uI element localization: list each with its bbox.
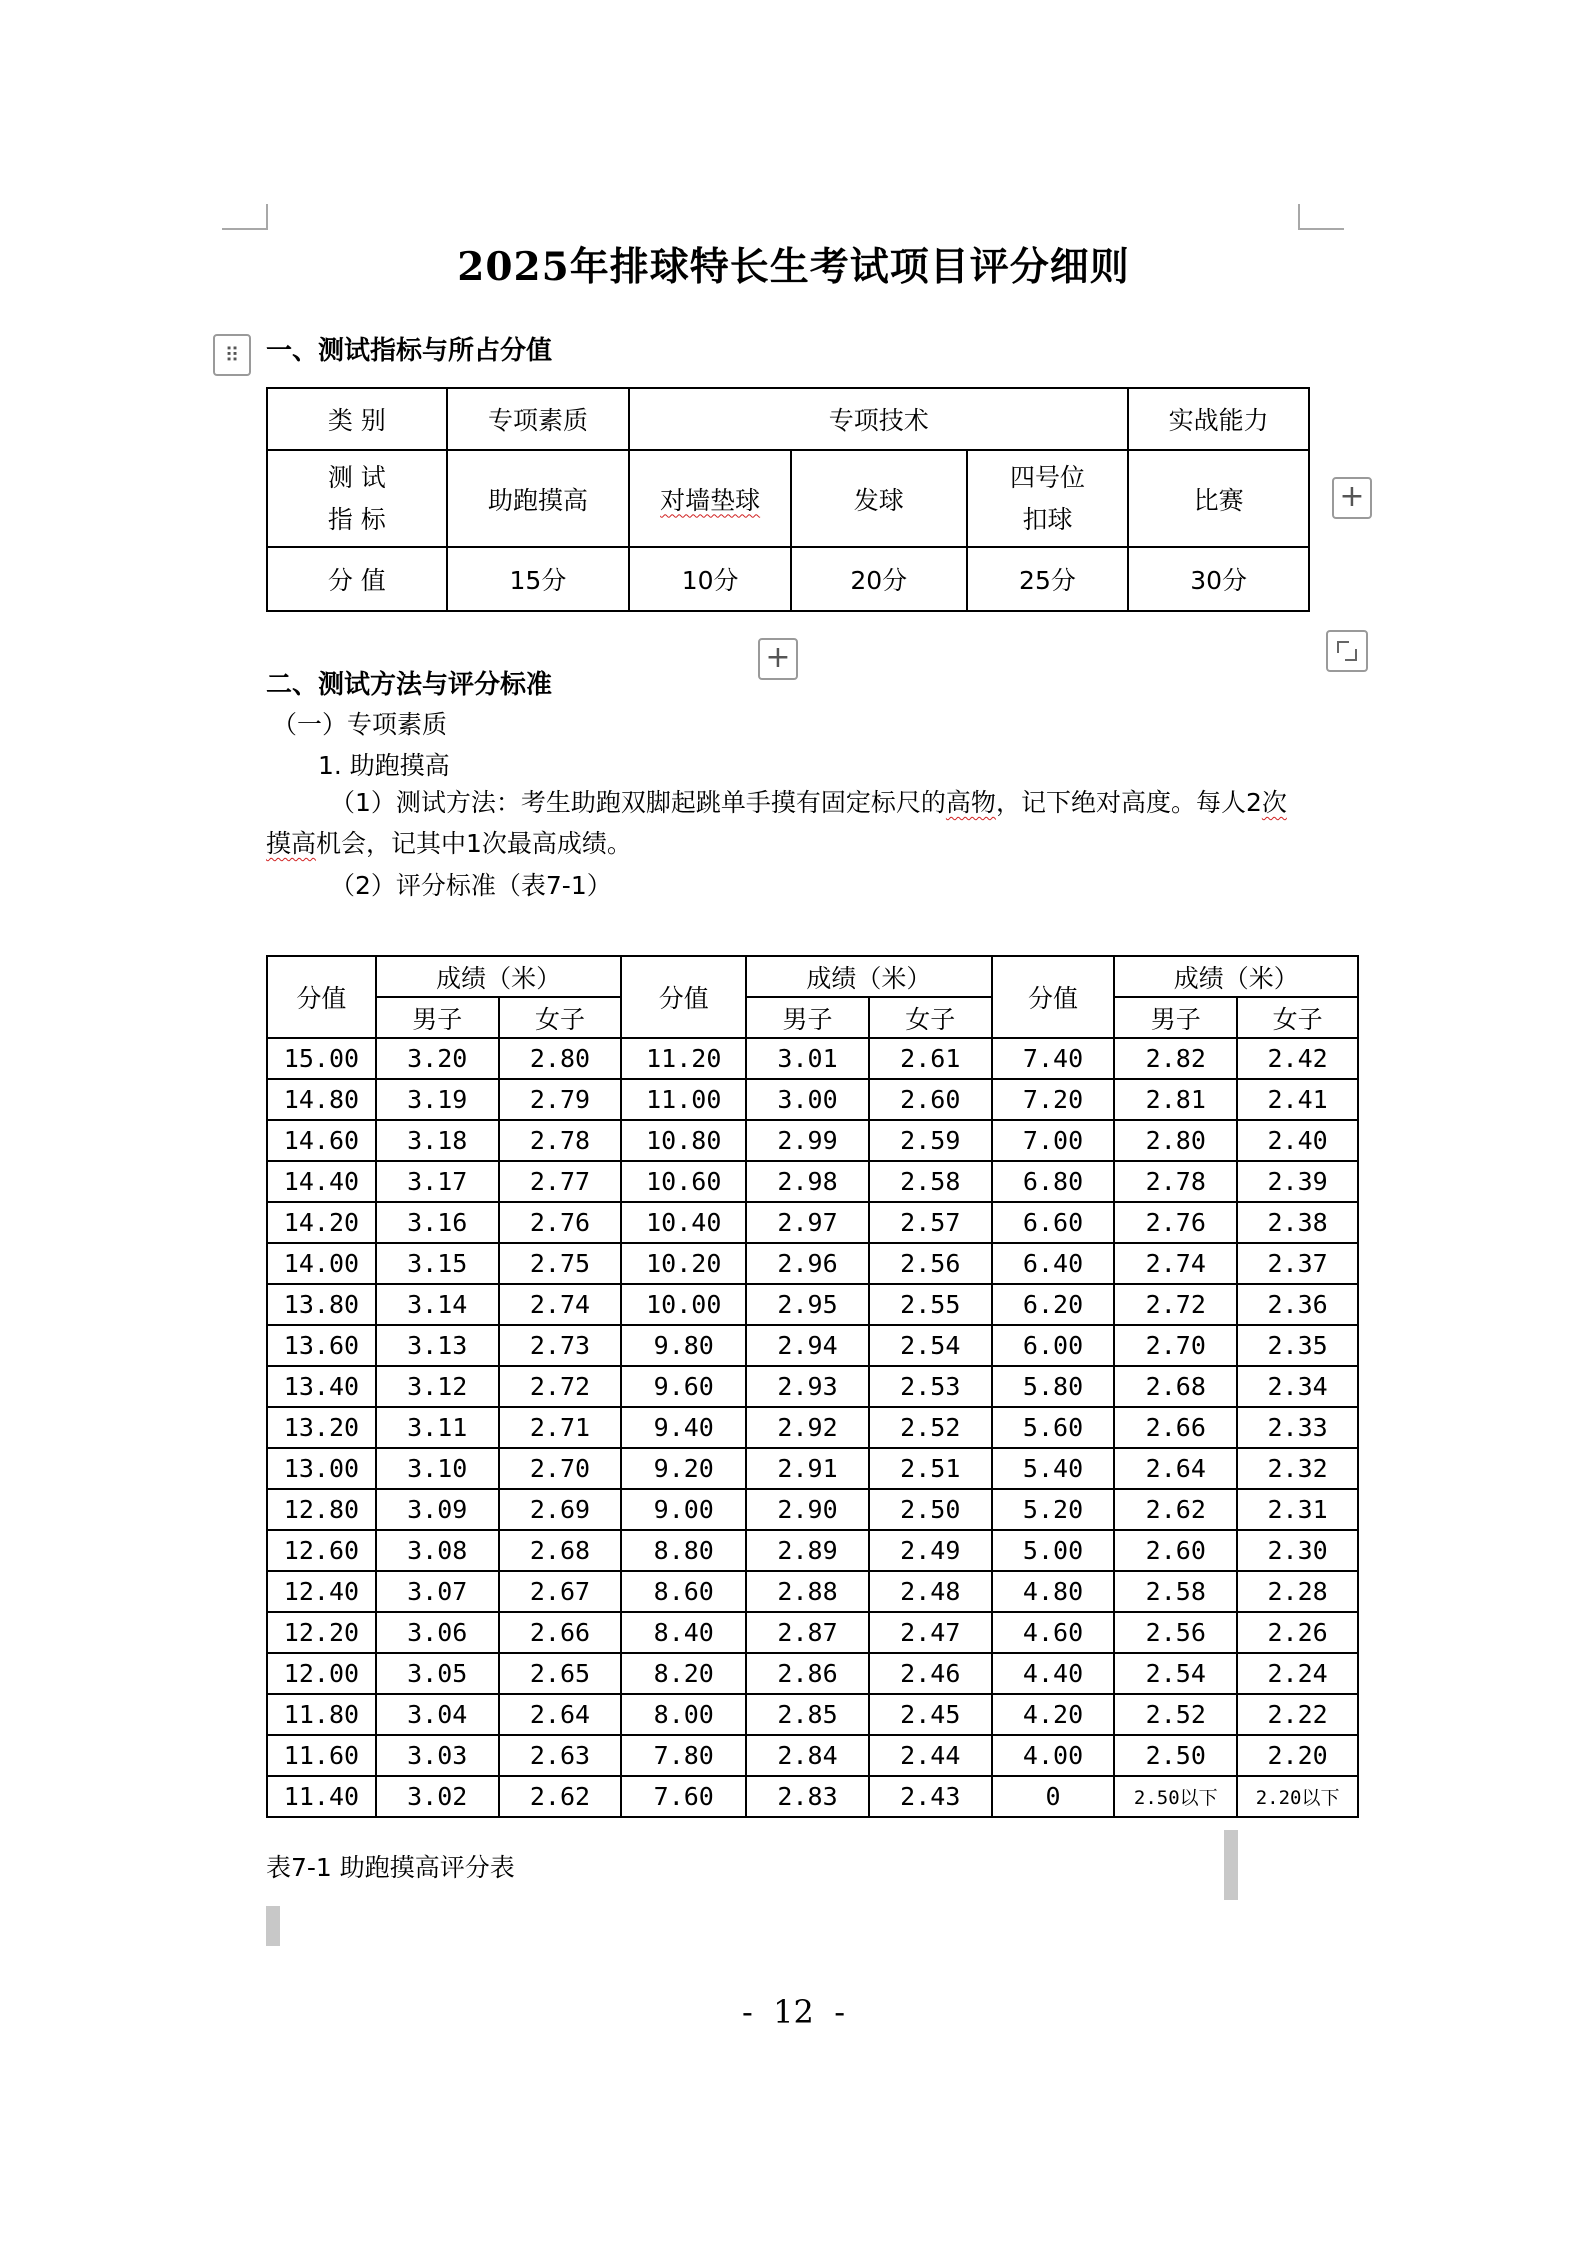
table-row bbox=[267, 1448, 1358, 1489]
table-cell: 专项素质 bbox=[447, 388, 630, 450]
spellcheck-flagged-text: 高物 bbox=[945, 788, 996, 817]
table-cell: 2.91 bbox=[746, 1448, 869, 1489]
table-cell: 2.90 bbox=[746, 1489, 869, 1530]
table-cell: 2.80 bbox=[1114, 1120, 1237, 1161]
table-cell: 15分 bbox=[447, 547, 630, 611]
table-row bbox=[267, 1407, 1358, 1448]
table-cell: 2.59 bbox=[869, 1120, 992, 1161]
table-cell: 3.07 bbox=[376, 1571, 499, 1612]
table-row bbox=[267, 1120, 1358, 1161]
table-cell: 2.71 bbox=[499, 1407, 622, 1448]
table-cell: 比赛 bbox=[1128, 450, 1309, 547]
table-cell: 9.00 bbox=[621, 1489, 746, 1530]
table-cell: 3.11 bbox=[376, 1407, 499, 1448]
header-score-cell: 分值 bbox=[992, 956, 1115, 1038]
table-cell: 10.60 bbox=[621, 1161, 746, 1202]
table-row bbox=[267, 1284, 1358, 1325]
table-cell: 8.00 bbox=[621, 1694, 746, 1735]
table-cell: 5.00 bbox=[992, 1530, 1115, 1571]
table-cell: 2.20 bbox=[1237, 1735, 1358, 1776]
table-cell: 2.78 bbox=[1114, 1161, 1237, 1202]
table-cell: 2.64 bbox=[1114, 1448, 1237, 1489]
table-cell: 2.92 bbox=[746, 1407, 869, 1448]
table-cell: 13.20 bbox=[267, 1407, 376, 1448]
table-cell: 发球 bbox=[791, 450, 967, 547]
table-cell: 30分 bbox=[1128, 547, 1309, 611]
table-cell: 14.60 bbox=[267, 1120, 376, 1161]
table-cell: 2.35 bbox=[1237, 1325, 1358, 1366]
table-cell: 10.20 bbox=[621, 1243, 746, 1284]
table-cell: 3.09 bbox=[376, 1489, 499, 1530]
table-cell: 12.40 bbox=[267, 1571, 376, 1612]
table-cell: 6.60 bbox=[992, 1202, 1115, 1243]
header-score-cell: 分值 bbox=[621, 956, 746, 1038]
table-cell: 3.17 bbox=[376, 1161, 499, 1202]
table-cell: 11.80 bbox=[267, 1694, 376, 1735]
table-cell: 3.18 bbox=[376, 1120, 499, 1161]
table-cell: 10分 bbox=[629, 547, 791, 611]
table-cell: 2.54 bbox=[1114, 1653, 1237, 1694]
table-cell: 14.00 bbox=[267, 1243, 376, 1284]
table-cell: 2.24 bbox=[1237, 1653, 1358, 1694]
table-cell: 2.96 bbox=[746, 1243, 869, 1284]
table-cell: 2.72 bbox=[499, 1366, 622, 1407]
table-row bbox=[267, 1325, 1358, 1366]
item-heading: 1. 助跑摸高 bbox=[318, 751, 450, 780]
table-row bbox=[267, 388, 1309, 450]
table-cell: 2.83 bbox=[746, 1776, 869, 1817]
table-cell: 5.20 bbox=[992, 1489, 1115, 1530]
cell-line: 四号位 bbox=[1009, 462, 1085, 492]
table-cell: 6.40 bbox=[992, 1243, 1115, 1284]
table-cell bbox=[629, 450, 791, 547]
table-cell: 2.64 bbox=[499, 1694, 622, 1735]
table-cell: 3.16 bbox=[376, 1202, 499, 1243]
table-cell: 3.04 bbox=[376, 1694, 499, 1735]
table-cell: 2.84 bbox=[746, 1735, 869, 1776]
table-cell: 2.58 bbox=[869, 1161, 992, 1202]
table-cell: 专项技术 bbox=[629, 388, 1128, 450]
table-cell: 11.60 bbox=[267, 1735, 376, 1776]
table-cell: 2.55 bbox=[869, 1284, 992, 1325]
header-result-cell: 成绩（米） bbox=[376, 956, 622, 997]
table-cell: 7.00 bbox=[992, 1120, 1115, 1161]
table-row bbox=[267, 1202, 1358, 1243]
page-corner-mark-top-left bbox=[222, 204, 268, 230]
section-2-heading: 二、测试方法与评分标准 bbox=[266, 670, 553, 700]
table-cell: 实战能力 bbox=[1128, 388, 1309, 450]
table-cell: 8.20 bbox=[621, 1653, 746, 1694]
criteria-paragraph: （2）评分标准（表7-1） bbox=[330, 871, 612, 900]
table-cell: 2.93 bbox=[746, 1366, 869, 1407]
header-male-cell: 男子 bbox=[1114, 997, 1237, 1038]
table-cell: 3.05 bbox=[376, 1653, 499, 1694]
table-cell: 2.20以下 bbox=[1237, 1776, 1358, 1817]
score-standard-table bbox=[266, 955, 1359, 1818]
table-cell: 2.32 bbox=[1237, 1448, 1358, 1489]
table-cell: 2.68 bbox=[1114, 1366, 1237, 1407]
table-move-handle-icon[interactable]: ⠿ bbox=[213, 334, 251, 376]
table-row bbox=[267, 1243, 1358, 1284]
table-row bbox=[267, 1038, 1358, 1079]
table-cell: 2.62 bbox=[1114, 1489, 1237, 1530]
table-cell: 14.40 bbox=[267, 1161, 376, 1202]
spellcheck-flagged-text: 对墙垫球 bbox=[660, 485, 761, 515]
table-cell: 11.20 bbox=[621, 1038, 746, 1079]
table-cell: 2.58 bbox=[1114, 1571, 1237, 1612]
table-cell: 8.60 bbox=[621, 1571, 746, 1612]
table-cell: 2.43 bbox=[869, 1776, 992, 1817]
table-cell: 2.37 bbox=[1237, 1243, 1358, 1284]
header-result-cell: 成绩（米） bbox=[746, 956, 992, 997]
table-cell: 2.31 bbox=[1237, 1489, 1358, 1530]
subsection-heading: （一）专项素质 bbox=[272, 710, 448, 739]
table-cell bbox=[267, 450, 447, 547]
table-cell: 3.02 bbox=[376, 1776, 499, 1817]
table-cell: 2.76 bbox=[499, 1202, 622, 1243]
table-cell: 11.00 bbox=[621, 1079, 746, 1120]
table-cell: 2.36 bbox=[1237, 1284, 1358, 1325]
table-cell: 5.40 bbox=[992, 1448, 1115, 1489]
header-male-cell: 男子 bbox=[376, 997, 499, 1038]
table-cell: 2.26 bbox=[1237, 1612, 1358, 1653]
table-cell: 0 bbox=[992, 1776, 1115, 1817]
method-paragraph bbox=[266, 782, 1302, 864]
header-score-cell: 分值 bbox=[267, 956, 376, 1038]
table-cell: 3.13 bbox=[376, 1325, 499, 1366]
cell-line: 扣球 bbox=[1022, 504, 1073, 534]
table-cell: 2.60 bbox=[869, 1079, 992, 1120]
table-cell: 2.87 bbox=[746, 1612, 869, 1653]
table-cell: 6.20 bbox=[992, 1284, 1115, 1325]
table-cell: 9.60 bbox=[621, 1366, 746, 1407]
table-cell: 2.69 bbox=[499, 1489, 622, 1530]
table-row bbox=[267, 1489, 1358, 1530]
table-cell: 2.41 bbox=[1237, 1079, 1358, 1120]
header-result-cell: 成绩（米） bbox=[1114, 956, 1358, 997]
table-cell: 13.00 bbox=[267, 1448, 376, 1489]
table-cell: 助跑摸高 bbox=[447, 450, 630, 547]
table-row bbox=[267, 1612, 1358, 1653]
table-cell: 10.80 bbox=[621, 1120, 746, 1161]
table-cell: 2.65 bbox=[499, 1653, 622, 1694]
table-header-row bbox=[267, 997, 1358, 1038]
table-cell: 2.70 bbox=[499, 1448, 622, 1489]
table-cell: 2.50以下 bbox=[1114, 1776, 1237, 1817]
table-cell: 2.62 bbox=[499, 1776, 622, 1817]
table-cell: 2.74 bbox=[1114, 1243, 1237, 1284]
table-cell: 4.40 bbox=[992, 1653, 1115, 1694]
selection-marker bbox=[1224, 1830, 1238, 1900]
table-cell: 3.15 bbox=[376, 1243, 499, 1284]
table-row bbox=[267, 1776, 1358, 1817]
table-cell: 9.20 bbox=[621, 1448, 746, 1489]
table-cell: 5.80 bbox=[992, 1366, 1115, 1407]
table-cell: 2.45 bbox=[869, 1694, 992, 1735]
table-cell: 3.00 bbox=[746, 1079, 869, 1120]
table-cell: 7.20 bbox=[992, 1079, 1115, 1120]
table-cell: 13.40 bbox=[267, 1366, 376, 1407]
table-cell: 3.14 bbox=[376, 1284, 499, 1325]
add-column-plus-icon[interactable]: + bbox=[1332, 477, 1372, 519]
page-number: - 12 - bbox=[741, 1993, 846, 2031]
table-cell bbox=[967, 450, 1129, 547]
section-1-heading: 一、测试指标与所占分值 bbox=[266, 336, 553, 366]
table-row bbox=[267, 450, 1309, 547]
table-cell: 4.80 bbox=[992, 1571, 1115, 1612]
page-corner-mark-top-right bbox=[1298, 204, 1344, 230]
table-cell: 2.72 bbox=[1114, 1284, 1237, 1325]
table-cell: 3.20 bbox=[376, 1038, 499, 1079]
table-cell: 7.40 bbox=[992, 1038, 1115, 1079]
table-cell: 2.61 bbox=[869, 1038, 992, 1079]
table-cell: 2.89 bbox=[746, 1530, 869, 1571]
table-cell: 4.20 bbox=[992, 1694, 1115, 1735]
table-cell: 7.80 bbox=[621, 1735, 746, 1776]
table-cell: 2.82 bbox=[1114, 1038, 1237, 1079]
table-cell: 4.00 bbox=[992, 1735, 1115, 1776]
indicator-score-table bbox=[266, 387, 1310, 612]
table-cell: 2.68 bbox=[499, 1530, 622, 1571]
table-cell: 10.00 bbox=[621, 1284, 746, 1325]
table-cell: 2.33 bbox=[1237, 1407, 1358, 1448]
table-cell: 2.99 bbox=[746, 1120, 869, 1161]
table-cell: 2.81 bbox=[1114, 1079, 1237, 1120]
table-row bbox=[267, 1735, 1358, 1776]
table-cell: 2.66 bbox=[1114, 1407, 1237, 1448]
table-cell: 25分 bbox=[967, 547, 1129, 611]
table-cell: 2.42 bbox=[1237, 1038, 1358, 1079]
table-row bbox=[267, 1079, 1358, 1120]
table-cell: 2.40 bbox=[1237, 1120, 1358, 1161]
table-cell: 2.73 bbox=[499, 1325, 622, 1366]
table-cell: 15.00 bbox=[267, 1038, 376, 1079]
table-cell: 2.75 bbox=[499, 1243, 622, 1284]
table-row bbox=[267, 1530, 1358, 1571]
table-cell: 12.00 bbox=[267, 1653, 376, 1694]
table-cell: 2.88 bbox=[746, 1571, 869, 1612]
table-cell: 2.56 bbox=[869, 1243, 992, 1284]
table-cell: 2.39 bbox=[1237, 1161, 1358, 1202]
table-row bbox=[267, 1571, 1358, 1612]
table-cell: 2.51 bbox=[869, 1448, 992, 1489]
table-cell: 2.56 bbox=[1114, 1612, 1237, 1653]
table-cell: 2.66 bbox=[499, 1612, 622, 1653]
table-cell: 2.53 bbox=[869, 1366, 992, 1407]
table-cell: 2.46 bbox=[869, 1653, 992, 1694]
text-run: 机会，记其中1次最高成绩。 bbox=[316, 829, 632, 858]
table-cell: 9.80 bbox=[621, 1325, 746, 1366]
table-cell: 2.44 bbox=[869, 1735, 992, 1776]
table-cell: 2.22 bbox=[1237, 1694, 1358, 1735]
table-cell: 12.80 bbox=[267, 1489, 376, 1530]
table-cell: 2.52 bbox=[869, 1407, 992, 1448]
table-cell: 5.60 bbox=[992, 1407, 1115, 1448]
cursor-marker bbox=[266, 1906, 280, 1946]
cell-line: 指 标 bbox=[327, 504, 386, 534]
table-cell: 20分 bbox=[791, 547, 967, 611]
table-cell: 2.85 bbox=[746, 1694, 869, 1735]
table-row bbox=[267, 547, 1309, 611]
table-cell: 12.60 bbox=[267, 1530, 376, 1571]
table-cell: 分 值 bbox=[267, 547, 447, 611]
table-cell: 2.49 bbox=[869, 1530, 992, 1571]
table-cell: 2.52 bbox=[1114, 1694, 1237, 1735]
table-cell: 6.80 bbox=[992, 1161, 1115, 1202]
table-cell: 3.10 bbox=[376, 1448, 499, 1489]
text-run: ，记下绝对高度。每人2 bbox=[995, 788, 1262, 817]
table-cell: 2.50 bbox=[1114, 1735, 1237, 1776]
table-cell: 10.40 bbox=[621, 1202, 746, 1243]
table-row bbox=[267, 1653, 1358, 1694]
table-cell: 14.20 bbox=[267, 1202, 376, 1243]
header-female-cell: 女子 bbox=[869, 997, 992, 1038]
table-cell: 3.03 bbox=[376, 1735, 499, 1776]
table-cell: 类 别 bbox=[267, 388, 447, 450]
text-run: （1）测试方法：考生助跑双脚起跳单手摸有固定标尺的 bbox=[330, 788, 946, 817]
cell-line: 测 试 bbox=[327, 462, 386, 492]
spellcheck-flagged-text: 次摸高 bbox=[266, 788, 1287, 858]
header-female-cell: 女子 bbox=[1237, 997, 1358, 1038]
table-cell: 3.12 bbox=[376, 1366, 499, 1407]
table-cell: 8.80 bbox=[621, 1530, 746, 1571]
table-cell: 2.38 bbox=[1237, 1202, 1358, 1243]
table-cell: 6.00 bbox=[992, 1325, 1115, 1366]
table-resize-handle-icon[interactable] bbox=[1326, 630, 1368, 672]
table-cell: 3.06 bbox=[376, 1612, 499, 1653]
table-cell: 2.54 bbox=[869, 1325, 992, 1366]
table-cell: 2.98 bbox=[746, 1161, 869, 1202]
table-cell: 2.95 bbox=[746, 1284, 869, 1325]
table-cell: 7.60 bbox=[621, 1776, 746, 1817]
table-cell: 13.60 bbox=[267, 1325, 376, 1366]
table-cell: 2.47 bbox=[869, 1612, 992, 1653]
table-cell: 14.80 bbox=[267, 1079, 376, 1120]
table-cell: 2.76 bbox=[1114, 1202, 1237, 1243]
table-row bbox=[267, 1366, 1358, 1407]
table-cell: 2.74 bbox=[499, 1284, 622, 1325]
table-cell: 2.30 bbox=[1237, 1530, 1358, 1571]
table-cell: 12.20 bbox=[267, 1612, 376, 1653]
table-cell: 2.94 bbox=[746, 1325, 869, 1366]
table-cell: 2.86 bbox=[746, 1653, 869, 1694]
table-row bbox=[267, 1161, 1358, 1202]
table-cell: 2.48 bbox=[869, 1571, 992, 1612]
table-cell: 13.80 bbox=[267, 1284, 376, 1325]
table-caption: 表7-1 助跑摸高评分表 bbox=[266, 1853, 515, 1882]
table-cell: 2.34 bbox=[1237, 1366, 1358, 1407]
table-cell: 2.28 bbox=[1237, 1571, 1358, 1612]
table-cell: 2.57 bbox=[869, 1202, 992, 1243]
table-cell: 2.80 bbox=[499, 1038, 622, 1079]
header-female-cell: 女子 bbox=[499, 997, 622, 1038]
table-cell: 2.67 bbox=[499, 1571, 622, 1612]
table-cell: 8.40 bbox=[621, 1612, 746, 1653]
table-cell: 2.79 bbox=[499, 1079, 622, 1120]
table-cell: 2.97 bbox=[746, 1202, 869, 1243]
table-cell: 2.70 bbox=[1114, 1325, 1237, 1366]
score-table-body bbox=[267, 1038, 1358, 1817]
table-header-row bbox=[267, 956, 1358, 997]
table-cell: 2.60 bbox=[1114, 1530, 1237, 1571]
document-title: 2025年排球特长生考试项目评分细则 bbox=[457, 244, 1130, 290]
table-cell: 11.40 bbox=[267, 1776, 376, 1817]
table-cell: 4.60 bbox=[992, 1612, 1115, 1653]
table-cell: 2.63 bbox=[499, 1735, 622, 1776]
table-cell: 2.78 bbox=[499, 1120, 622, 1161]
table-cell: 3.19 bbox=[376, 1079, 499, 1120]
table-cell: 9.40 bbox=[621, 1407, 746, 1448]
table-cell: 3.01 bbox=[746, 1038, 869, 1079]
table-cell: 2.50 bbox=[869, 1489, 992, 1530]
header-male-cell: 男子 bbox=[746, 997, 869, 1038]
table-row bbox=[267, 1694, 1358, 1735]
add-row-plus-icon[interactable]: + bbox=[758, 638, 798, 680]
table-cell: 3.08 bbox=[376, 1530, 499, 1571]
table-cell: 2.77 bbox=[499, 1161, 622, 1202]
